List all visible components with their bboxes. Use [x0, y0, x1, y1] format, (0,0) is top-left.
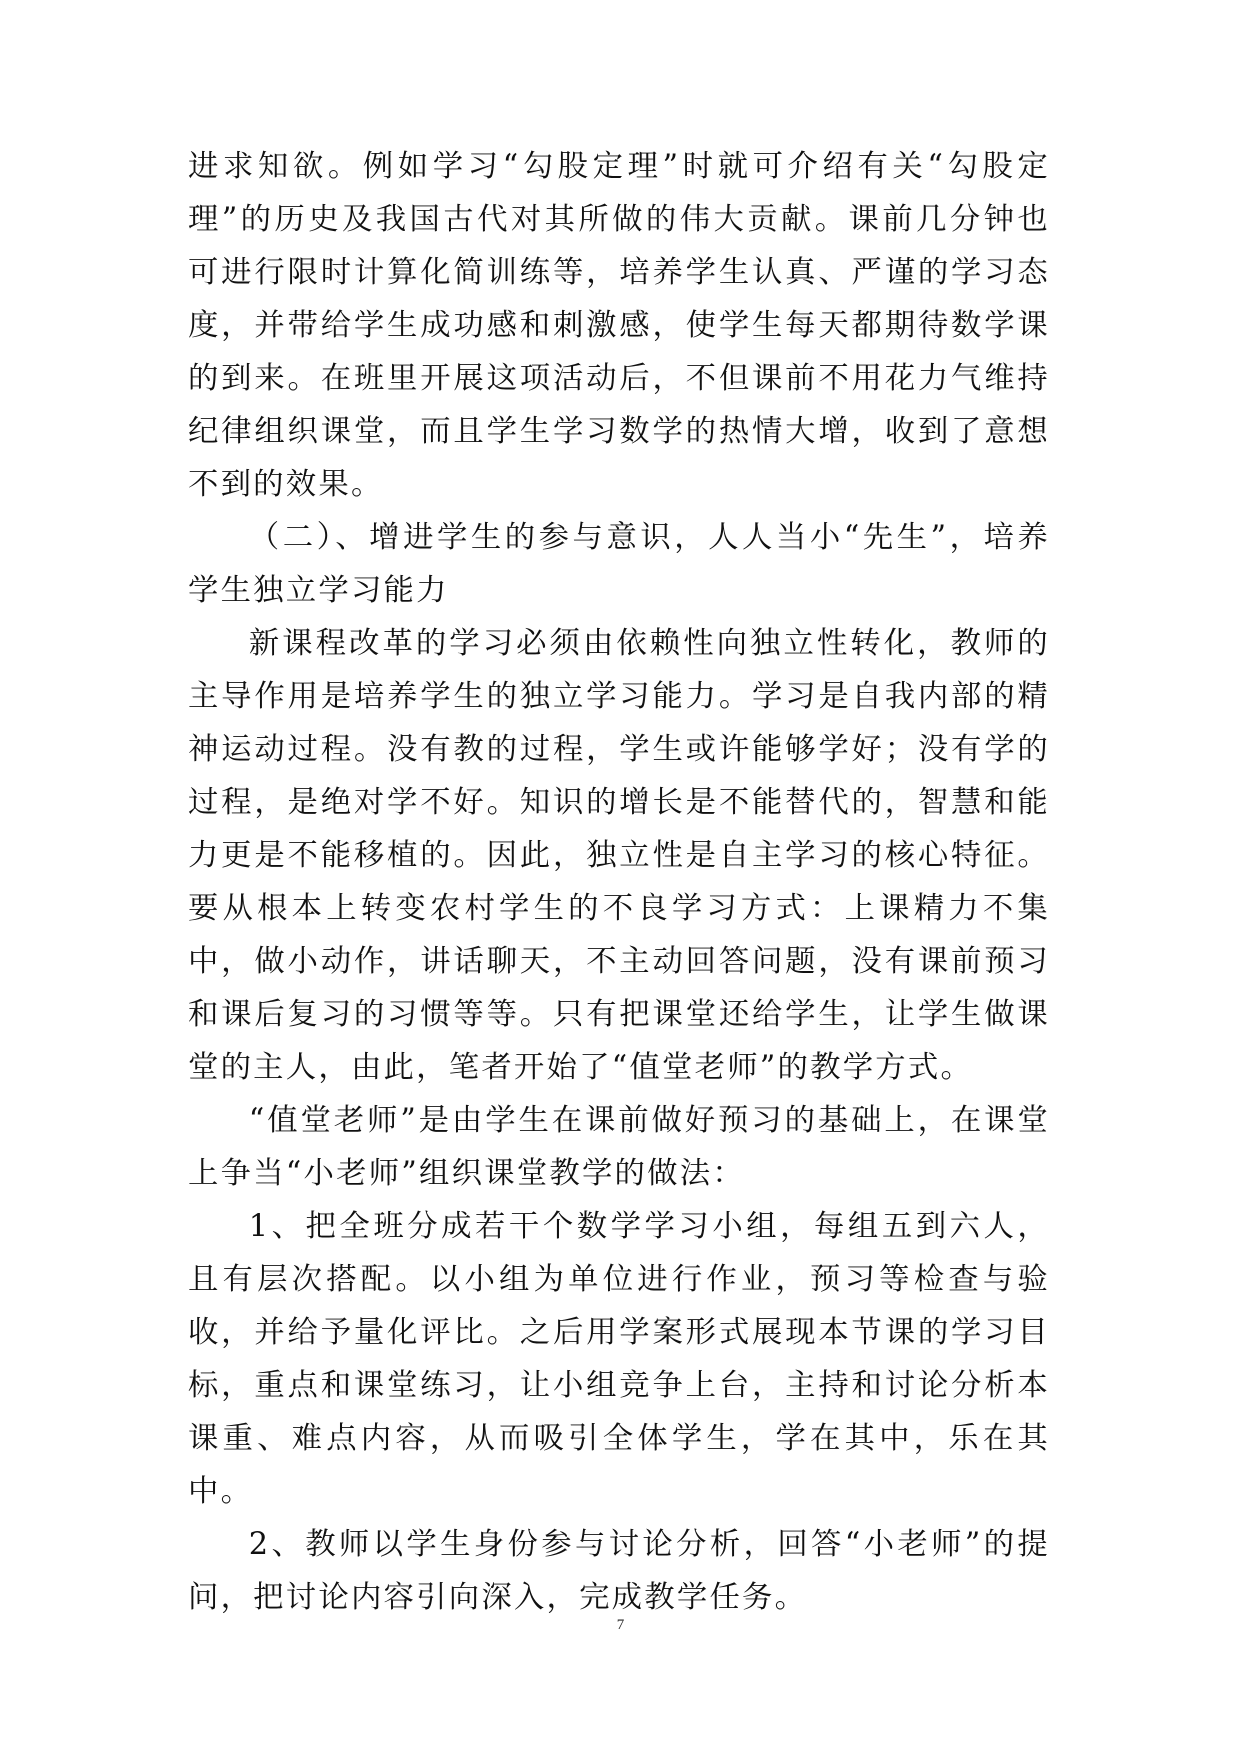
body-text — [188, 140, 1050, 1624]
paragraph-independence: 新课程改革的学习必须由依赖性向独立性转化，教师的主导作用是培养学生的独立学习能力。学习是自我内部的精神运动过程。没有教的过程，学生或许能够学好；没有学的过程，是绝对学不好。知识的增长是不能替代的，智慧和能力更是不能移植的。因此，独立性是自主学习的核心特征。要从根本上转变农村学生的不良学习方式：上课精力不集中，做小动作，讲话聊天，不主动回答问题，没有课前预习和课后复习的习惯等等。只有把课堂还给学生，让学生做课堂的主人，由此，笔者开始了“值堂老师”的教学方式。 — [188, 626, 1050, 1085]
paragraph-duty-teacher: “值堂老师”是由学生在课前做好预习的基础上，在课堂上争当“小老师”组织课堂教学的做法： — [188, 1103, 1050, 1191]
page-number: 7 — [616, 1617, 625, 1633]
section-heading: （二）、增进学生的参与意识，人人当小“先生”，培养学生独立学习能力 — [188, 520, 1050, 608]
list-item-1: 1、把全班分成若干个数学学习小组，每组五到六人，且有层次搭配。以小组为单位进行作业，预习等检查与验收，并给予量化评比。之后用学案形式展现本节课的学习目标，重点和课堂练习，让小组竞争上台，主持和讨论分析本课重、难点内容，从而吸引全体学生，学在其中，乐在其中。 — [188, 1209, 1050, 1509]
list-item-2: 2、教师以学生身份参与讨论分析，回答“小老师”的提问，把讨论内容引向深入，完成教学任务。 — [188, 1527, 1050, 1615]
paragraph-continuation: 进求知欲。例如学习“勾股定理”时就可介绍有关“勾股定理”的历史及我国古代对其所做的伟大贡献。课前几分钟也可进行限时计算化简训练等，培养学生认真、严谨的学习态度，并带给学生成功感和刺激感，使学生每天都期待数学课的到来。在班里开展这项活动后，不但课前不用花力气维持纪律组织课堂，而且学生学习数学的热情大增，收到了意想不到的效果。 — [188, 149, 1050, 502]
